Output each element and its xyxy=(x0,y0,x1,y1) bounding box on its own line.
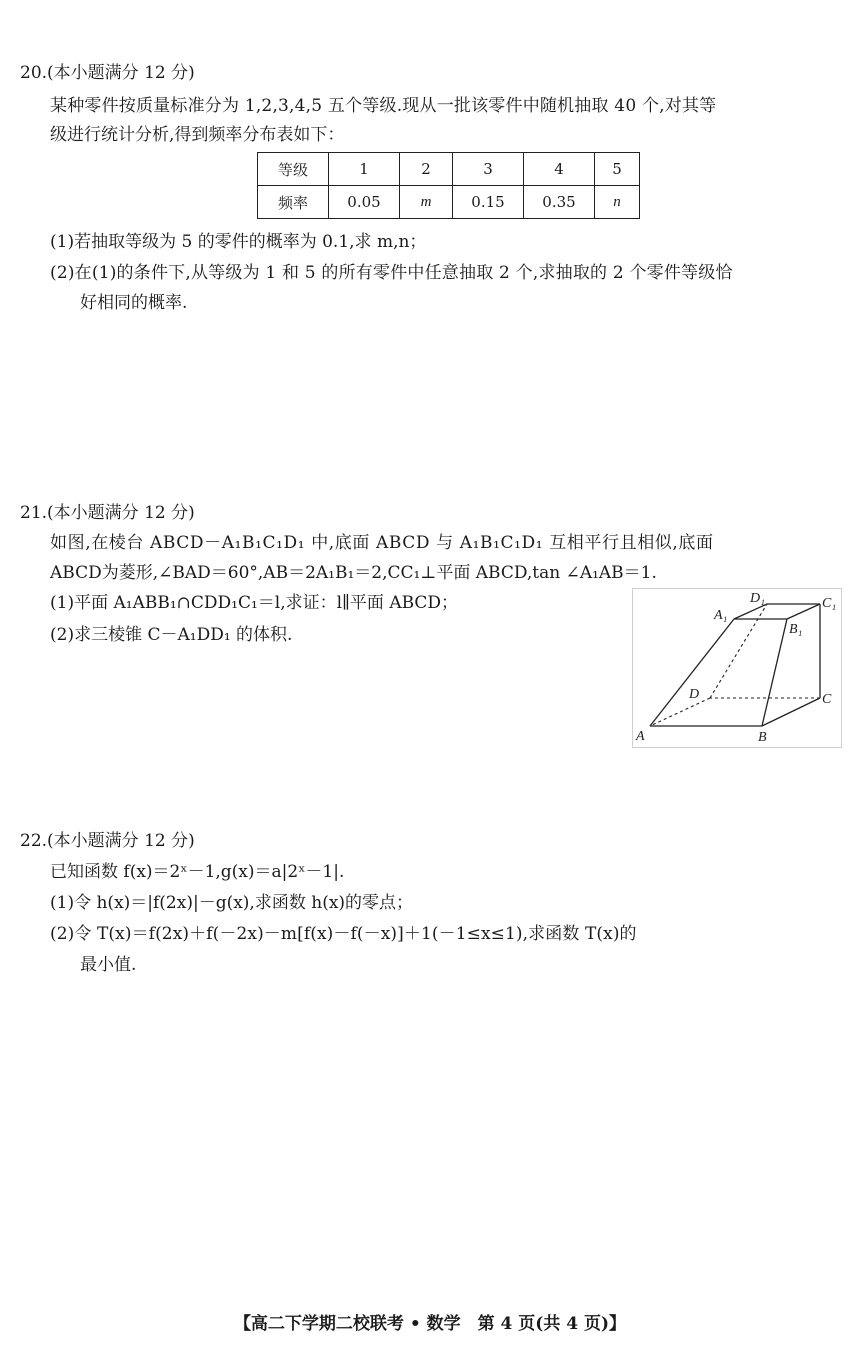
q22-line1: 已知函数 f(x)＝2ˣ－1,g(x)＝a|2ˣ－1|. xyxy=(50,862,345,882)
label-C1: C₁ xyxy=(822,596,837,611)
edge-B1C1 xyxy=(787,604,820,619)
label-D: D xyxy=(689,687,700,702)
page-footer: 【高二下学期二校联考 • 数学 第 4 页(共 4 页)】 xyxy=(233,1314,627,1334)
frequency-table xyxy=(257,152,640,219)
q22-part2-line1: (2)令 T(x)＝f(2x)＋f(－2x)－m[f(x)－f(－x)]＋1(－1≤x≤1),求函数 T(x)的 xyxy=(50,924,637,944)
label-C: C xyxy=(822,692,832,707)
label-A1: A₁ xyxy=(714,608,728,623)
q21-header: 21.(本小题满分 12 分) xyxy=(20,503,195,523)
edge-D1A1 xyxy=(734,604,767,619)
q22-part2-line2: 最小值. xyxy=(80,955,137,975)
q21-line1: 如图,在棱台 ABCD－A₁B₁C₁D₁ 中,底面 ABCD 与 A₁B₁C₁D₁ 互相平行且相似,底面 xyxy=(50,533,714,553)
q21-part1: (1)平面 A₁ABB₁∩CDD₁C₁＝l,求证：l∥平面 ABCD； xyxy=(50,593,459,613)
edge-BC xyxy=(762,698,820,726)
q22-header: 22.(本小题满分 12 分) xyxy=(20,831,195,851)
label-B: B xyxy=(758,730,767,745)
table-row xyxy=(258,186,640,219)
q20-line2: 级进行统计分析,得到频率分布表如下： xyxy=(50,125,345,145)
edge-DA xyxy=(650,698,710,726)
q20-line1: 某种零件按质量标准分为 1,2,3,4,5 五个等级.现从一批该零件中随机抽取 40 个,对其等 xyxy=(50,96,717,116)
table-cell: 2 xyxy=(400,153,453,186)
q21-part2: (2)求三棱锥 C－A₁DD₁ 的体积. xyxy=(50,625,293,645)
edge-AA1 xyxy=(650,619,734,726)
table-row xyxy=(258,153,640,186)
table-cell: 0.05 xyxy=(329,186,400,219)
q20-part1: (1)若抽取等级为 5 的零件的概率为 0.1,求 m,n； xyxy=(50,232,427,252)
table-cell: 5 xyxy=(595,153,640,186)
label-B1: B₁ xyxy=(789,622,803,637)
edge-BB1 xyxy=(762,619,787,726)
label-D1: D₁ xyxy=(750,591,765,606)
table-cell: 等级 xyxy=(258,153,329,186)
label-A: A xyxy=(636,729,645,744)
table-cell: 0.35 xyxy=(524,186,595,219)
q20-part2-line1: (2)在(1)的条件下,从等级为 1 和 5 的所有零件中任意抽取 2 个,求抽取的 2 个零件等级恰 xyxy=(50,263,733,283)
table-cell: 3 xyxy=(453,153,524,186)
table-cell: 0.15 xyxy=(453,186,524,219)
frustum-figure xyxy=(632,588,842,748)
q20-header: 20.(本小题满分 12 分) xyxy=(20,63,195,83)
figure-frame xyxy=(633,589,842,748)
table-cell: 1 xyxy=(329,153,400,186)
q22-part1: (1)令 h(x)＝|f(2x)|－g(x),求函数 h(x)的零点； xyxy=(50,893,414,913)
table-cell: 频率 xyxy=(258,186,329,219)
q20-part2-line2: 好相同的概率. xyxy=(80,293,188,313)
table-cell: 4 xyxy=(524,153,595,186)
q21-line2: ABCD为菱形,∠BAD＝60°,AB＝2A₁B₁＝2,CC₁⊥平面 ABCD,tan ∠A₁AB＝1. xyxy=(50,563,657,583)
table-cell: m xyxy=(400,186,453,219)
table-cell: n xyxy=(595,186,640,219)
